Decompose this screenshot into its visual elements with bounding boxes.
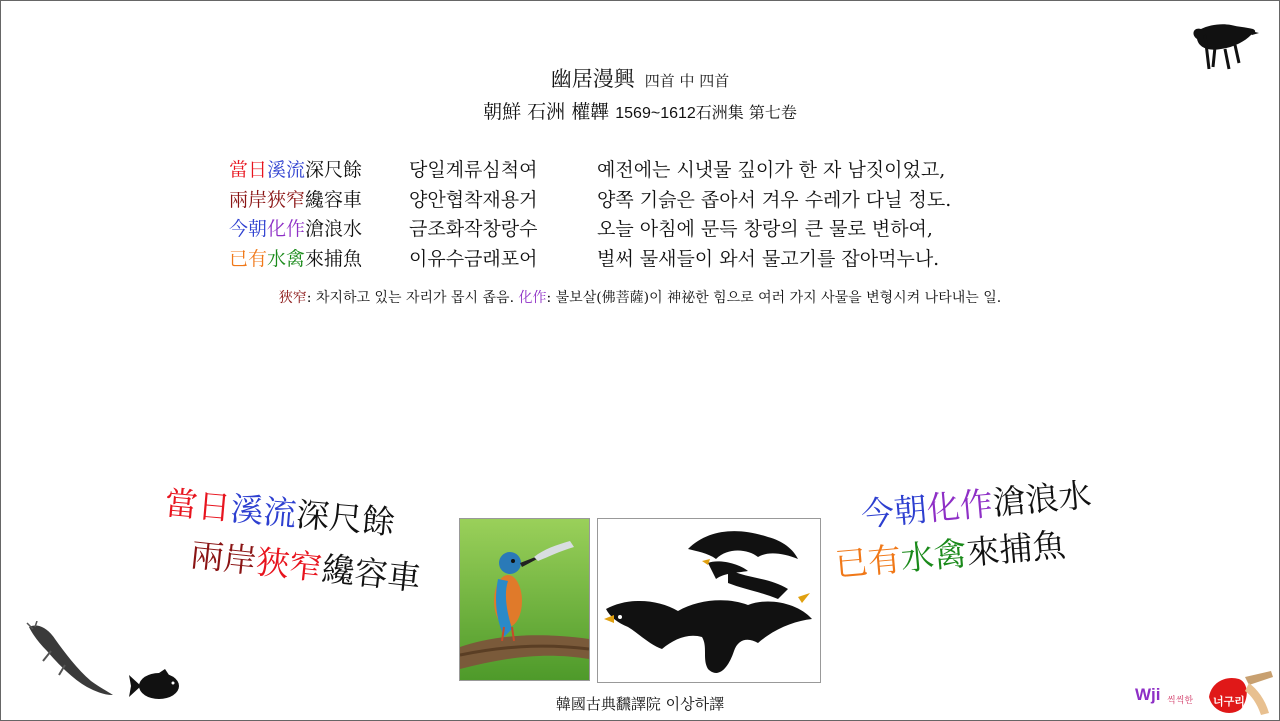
verse-segment: 今朝 <box>859 489 929 534</box>
verse-segment: 纔容車 <box>305 188 363 211</box>
verse-segment: 水禽 <box>267 247 306 270</box>
title-main: 幽居漫興 <box>550 67 635 91</box>
poem-line-translation: 벌써 물새들이 와서 물고기를 잡아먹누나. <box>597 247 940 270</box>
kingfisher-photo <box>459 518 590 681</box>
source: 石洲集 第七卷 <box>695 103 797 122</box>
notes <box>1 287 1279 307</box>
verse-segment: 來捕魚 <box>305 247 363 270</box>
brand-badge-text: 너구리 <box>1213 695 1245 708</box>
verse-segment: 狹窄 <box>254 541 325 588</box>
catfish-icon <box>25 621 115 701</box>
poem-line-hanja <box>229 245 409 275</box>
poem-line-hanja <box>229 215 409 245</box>
flying-birds-illustration <box>597 518 821 683</box>
poem-line <box>229 215 951 245</box>
poem-line-reading: 금조화작창랑수 <box>409 218 538 240</box>
verse-segment: 深尺餘 <box>305 159 363 181</box>
brand-small-text: 씩씩한 <box>1167 696 1194 706</box>
title-sub: 四首 中 四首 <box>644 72 730 90</box>
poem-subtitle <box>1 97 1279 124</box>
poem-line-translation: 양쪽 기슭은 좁아서 겨우 수레가 다닐 정도. <box>597 188 952 211</box>
author: 朝鮮 石洲 權韠 <box>483 101 610 123</box>
verse-segment: 深尺餘 <box>294 494 397 543</box>
verse-segment: 化作 <box>925 483 995 529</box>
verse-segment: 溪流 <box>228 488 299 534</box>
verse-segment: 水禽 <box>899 533 969 579</box>
poem-line-reading: 당일계류심척여 <box>409 159 538 181</box>
poem-lines <box>229 156 951 274</box>
note-term-1: 狹窄 <box>278 290 307 306</box>
poem-line-hanja <box>229 156 409 186</box>
poem-line-translation: 예전에는 시냇물 깊이가 한 자 남짓이었고, <box>597 159 946 181</box>
verse-segment: 溪流 <box>267 159 306 181</box>
poem-line <box>229 245 951 275</box>
verse-segment: 當日 <box>163 483 233 528</box>
verse-segment: 滄浪水 <box>990 474 1093 523</box>
poem-line-reading: 양안협착재용거 <box>409 188 538 211</box>
verse-segment: 兩岸 <box>188 535 259 581</box>
verse-segment: 兩岸 <box>229 188 268 211</box>
verse-segment: 狹窄 <box>267 188 306 211</box>
verse-segment: 當日 <box>229 159 268 181</box>
verse-segment: 纔容車 <box>320 548 423 599</box>
verse-segment: 已有 <box>833 539 903 584</box>
poem-title <box>1 63 1279 93</box>
poem-line-hanja <box>229 186 409 216</box>
verse-segment: 來捕魚 <box>964 524 1067 573</box>
poem-line <box>229 186 951 216</box>
verse-segment: 滄浪水 <box>305 218 363 240</box>
brand-logo <box>1135 669 1275 717</box>
verse-segment: 已有 <box>229 247 268 270</box>
poem-line <box>229 156 951 186</box>
verse-segment: 今朝 <box>229 218 268 240</box>
brand-letters: Wji <box>1135 685 1161 704</box>
poem-line-translation: 오늘 아침에 문득 창랑의 큰 물로 변하여, <box>597 218 933 240</box>
note-def-1: : 차지하고 있는 자리가 몹시 좁음. <box>306 290 515 306</box>
poem-line-reading: 이유수금래포어 <box>409 247 538 270</box>
note-term-2: 化作 <box>518 290 547 306</box>
note-def-2: : 불보살(佛菩薩)이 神祕한 힘으로 여러 가지 사물을 변형시켜 나타내는 일. <box>546 290 1002 306</box>
author-years: 1569~1612 <box>615 105 696 122</box>
translation-credit: 韓國古典飜譯院 이상하譯 <box>555 695 725 713</box>
verse-segment: 化作 <box>267 218 306 240</box>
